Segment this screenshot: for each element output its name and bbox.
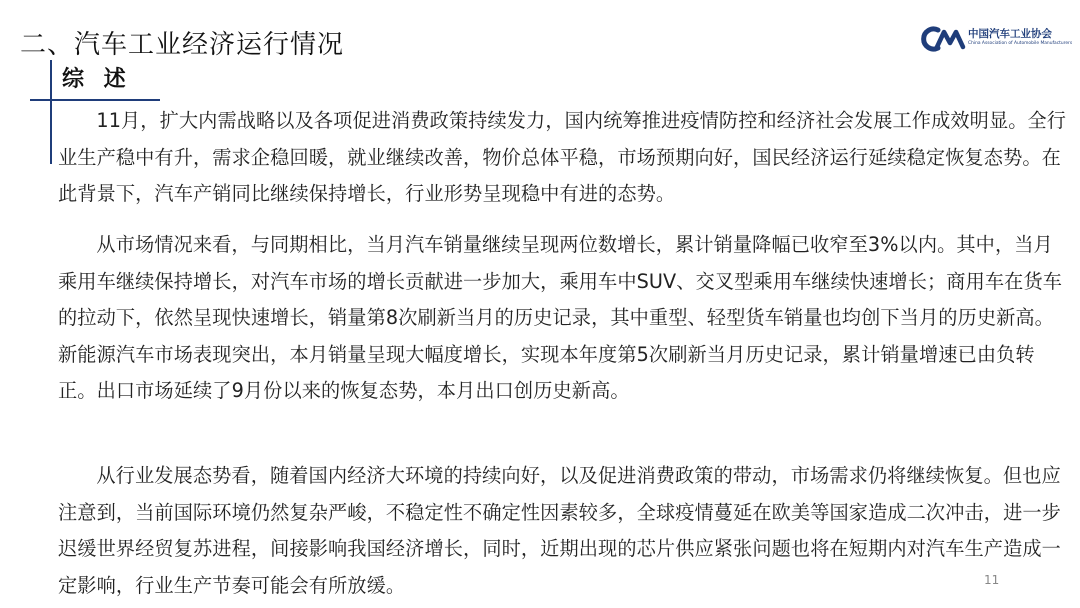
vertical-divider — [50, 60, 52, 164]
page-title: 二、汽车工业经济运行情况 — [20, 30, 345, 60]
page-number: 11 — [984, 573, 1000, 587]
paragraph-1: 11月，扩大内需战略以及各项促进消费政策持续发力，国内统筹推进疫情防控和经济社会发展工作成效明显。全行业生产稳中有升，需求企稳回暖，就业继续改善，物价总体平稳，市场预期向好，国民经济运行延续稳定恢复态势。在此背景下，汽车产销同比继续保持增长，行业形势呈现稳中有进的态势。 — [58, 109, 1067, 205]
logo-name-en: China Association of Automobile Manufacturers — [968, 41, 1073, 46]
paragraph-3: 从行业发展态势看，随着国内经济大环境的持续向好，以及促进消费政策的带动，市场需求仍将继续恢复。但也应注意到，当前国际环境仍然复杂严峻，不稳定性不确定性因素较多，全球疫情蔓延在欧美等国家造成二次冲击，进一步迟缓世界经贸复苏进程，间接影响我国经济增长，同时，近期出现的芯片供应紧张问题也将在短期内对汽车生产造成一定影响，行业生产节奏可能会有所放缓。 — [58, 464, 1061, 597]
logo — [920, 24, 1073, 54]
caam-logo-icon — [920, 26, 966, 52]
logo-name-cn: 中国汽车工业协会 — [968, 28, 1052, 40]
paragraph-2: 从市场情况来看，与同期相比，当月汽车销量继续呈现两位数增长，累计销量降幅已收窄至3%以内。其中，当月乘用车继续保持增长，对汽车市场的增长贡献进一步加大，乘用车中SUV、交叉型乘用车继续快速增长；商用车在货车的拉动下，依然呈现快速增长，销量第8次刷新当月的历史记录，其中重型、轻型货车销量也均创下当月的历史新高。新能源汽车市场表现突出，本月销量呈现大幅度增长，实现本年度第5次刷新当月历史记录，累计销量增速已由负转正。出口市场延续了9月份以来的恢复态势，本月出口创历史新高。 — [58, 233, 1063, 402]
section-title: 综 述 — [62, 67, 132, 92]
horizontal-divider — [30, 99, 160, 101]
